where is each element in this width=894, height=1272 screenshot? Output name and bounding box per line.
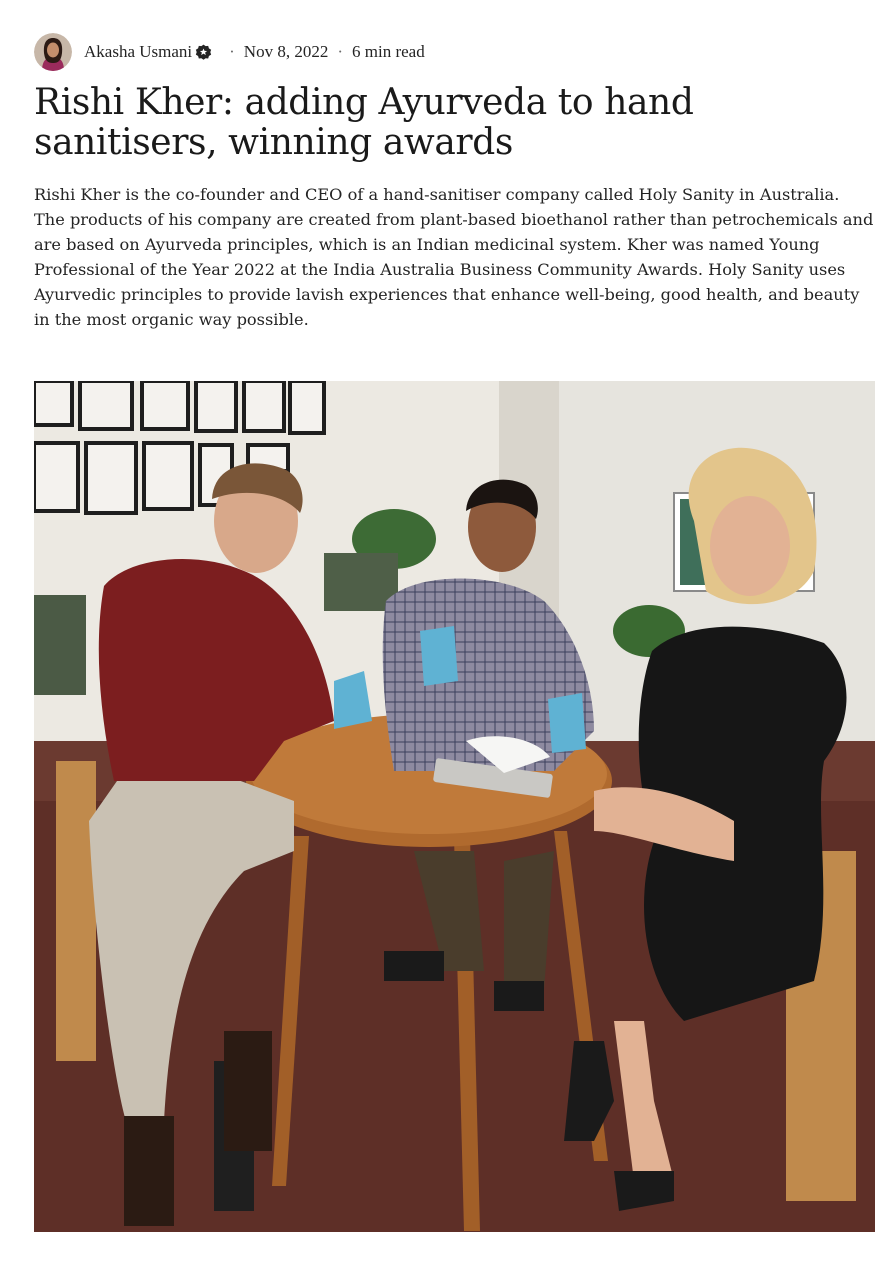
author-avatar[interactable] (34, 33, 72, 71)
verified-badge-icon (195, 44, 212, 61)
author-name[interactable]: Akasha Usmani (84, 42, 193, 61)
byline-separator: · (229, 42, 235, 61)
read-time: 6 min read (352, 42, 425, 61)
photo-illustration (34, 381, 875, 1232)
article-title: Rishi Kher: adding Ayurveda to hand sanitisers, winning awards (34, 82, 694, 163)
byline-separator: · (337, 42, 343, 61)
publish-date: Nov 8, 2022 (243, 42, 329, 61)
avatar-image (34, 33, 72, 71)
byline (34, 33, 425, 71)
article-hero-photo[interactable] (34, 381, 875, 1232)
article-lede: Rishi Kher is the co-founder and CEO of a hand-sanitiser company called Holy Sanity in Australia. The products of his company are created from plant-based bioethanol rather than petrochemicals and are based on Ayurveda principles, which is an Indian medicinal system. Kher was named Young Professional of the Year 2022 at the India Australia Business Community Awards. Holy Sanity uses Ayurvedic principles to provide lavish experiences that enhance well-being, good health, and beauty in the most organic way possible. (34, 185, 874, 329)
